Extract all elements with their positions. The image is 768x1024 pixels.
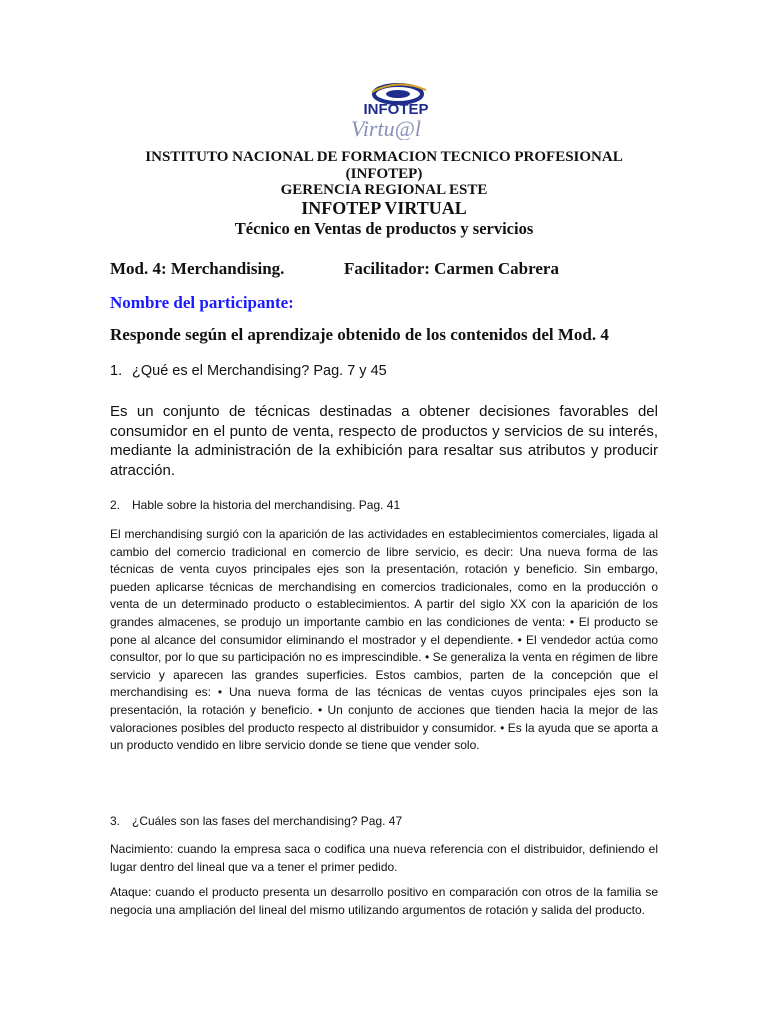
answer-2: El merchandising surgió con la aparición de las actividades en establecimientos comerciales, ligada al cambio del comercio tradicional en comercio de libre servicio, es decir: Una nueva forma de las técnicas de venta cuyos principales ejes son la presentación, rotación y beneficio. Sin embargo, pueden aplicarse técnicas de merchandising en comercios tradicionales, como en la producción o venta de un determinado producto o establecimientos. A partir del siglo XX con la aparición de los grandes almacenes, se produjo un importante cambio en las condiciones de venta: • El producto se pone al alcance del consumidor eliminando el mostrador y el dependiente. • El vendedor actúa como consultor, por lo que su participación no es imprescindible. • Se generaliza la venta en régimen de libre servicio y aparecen las grandes superficies. Estos cambios, parten de la concepción que el merchandising es: • Una nueva forma de las técnicas de ventas cuyos principales ejes son la presentación, la rotación y beneficio. • Un conjunto de acciones que tienden hacia la mejor de las valoraciones posibles del producto respecto al distribuidor y consumidor. • Es la ayuda que se aporta a un producto vendido en libre servicio donde se tiene que vender solo. xyxy=(110,527,658,753)
question-1 xyxy=(110,363,387,379)
question-2-number: 2. xyxy=(110,498,121,512)
logo-brand-text: INFOTEP xyxy=(363,101,429,118)
participant-name-label: Nombre del participante: xyxy=(110,293,294,312)
answer-1: Es un conjunto de técnicas destinadas a obtener decisiones favorables del consumidor en el punto de venta, respecto de productos y servicios de su interés, mediante la administración de la exhibición para resaltar sus atributos y producir atracción. xyxy=(110,403,658,480)
institute-name: INSTITUTO NACIONAL DE FORMACION TECNICO PROFESIONAL xyxy=(145,149,623,165)
question-1-number: 1. xyxy=(110,363,123,379)
infotep-virtual-logo xyxy=(328,82,444,140)
answer-3-nacimiento: Nacimiento: cuando la empresa saca o codifica una nueva referencia con el distribuidor, definiendo el lugar dentro del lineal que va a tener el primer pedido. xyxy=(110,842,658,874)
answer-3-ataque: Ataque: cuando el producto presenta un desarrollo positivo en comparación con otros de la familia se negocia una ampliación del lineal del mismo utilizando argumentos de rotación y salida del producto. xyxy=(110,885,658,917)
institute-acronym: (INFOTEP) xyxy=(345,166,423,182)
regional-office: GERENCIA REGIONAL ESTE xyxy=(280,182,488,198)
course-title: Técnico en Ventas de productos y servicios xyxy=(234,219,534,238)
module-title: Mod. 4: Merchandising. xyxy=(110,259,285,278)
question-2-text: Hable sobre la historia del merchandising. Pag. 41 xyxy=(132,498,401,512)
facilitator-name: Facilitador: Carmen Cabrera xyxy=(344,259,559,278)
question-2 xyxy=(110,498,400,512)
question-1-text: ¿Qué es el Merchandising? Pag. 7 y 45 xyxy=(132,363,387,379)
program-title: INFOTEP VIRTUAL xyxy=(301,198,467,218)
infotep-logo-icon xyxy=(328,82,444,140)
question-3-text: ¿Cuáles son las fases del merchandising? Pag. 47 xyxy=(132,814,403,828)
question-3 xyxy=(110,814,402,828)
question-3-number: 3. xyxy=(110,814,121,828)
instruction-text: Responde según el aprendizaje obtenido de los contenidos del Mod. 4 xyxy=(110,325,609,344)
logo-sub-text: Virtu@l xyxy=(351,116,421,140)
